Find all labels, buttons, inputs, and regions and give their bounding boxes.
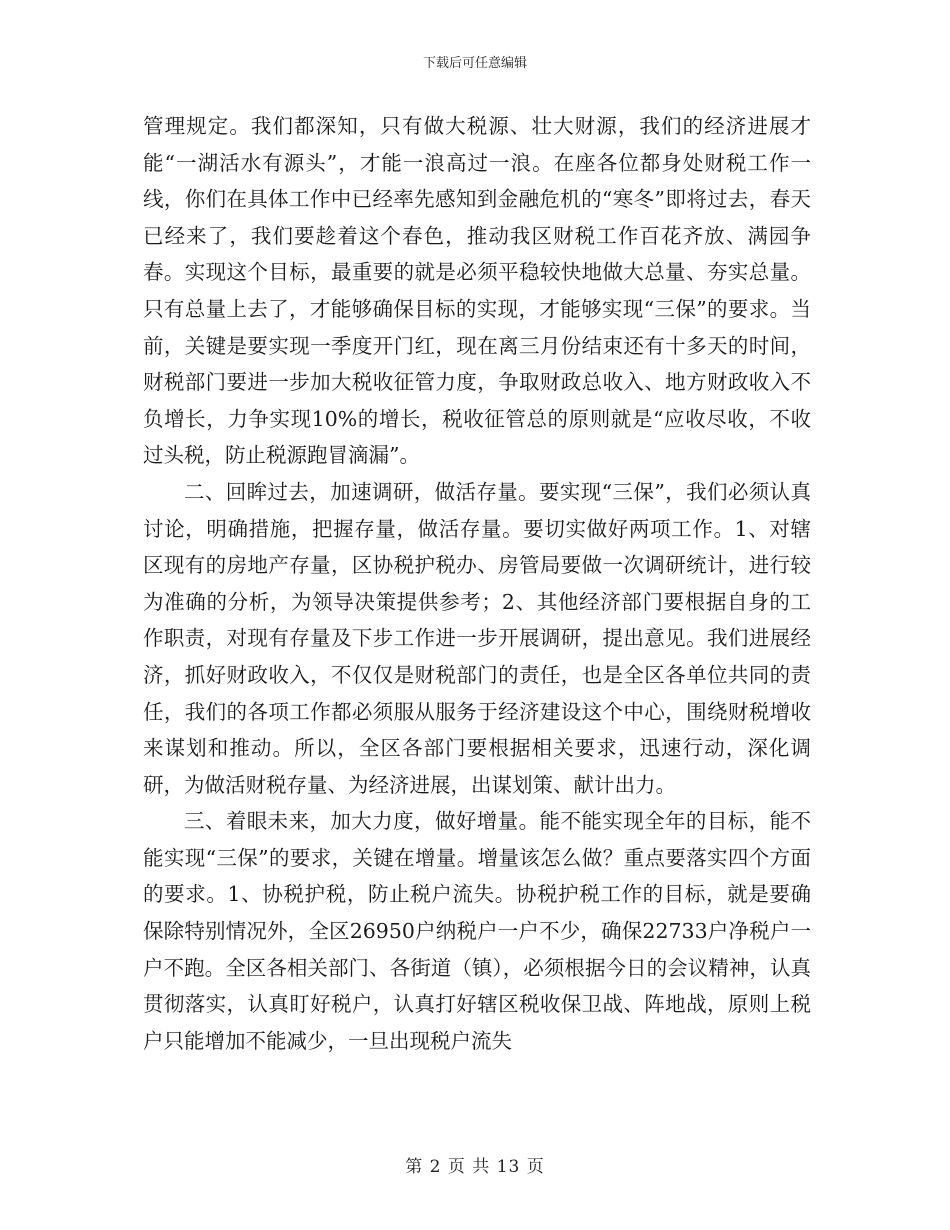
paragraph-3: 三、着眼未来，加大力度，做好增量。能不能实现全年的目标，能不能实现“三保”的要求，关键在增量。增量该怎么做？重点要落实四个方面的要求。1、协税护税，防止税户流失。协税护税工作的目标，就是要确保除特别情况外，全区26950户纳税户一户不少，确保22733户净税户一户不跑。全区各相关部门、各街道（镇），必须根据今日的会议精神，认真贯彻落实，认真盯好税户，认真打好辖区税收保卫战、阵地战，原则上税户只能增加不能减少，一旦出现税户流失	[143, 809, 811, 1053]
paragraph-2: 二、回眸过去，加速调研，做活存量。要实现“三保”，我们必须认真讨论，明确措施，把握存量，做活存量。要切实做好两项工作。1、对辖区现有的房地产存量，区协税护税办、房管局要做一次调研统计，进行较为准确的分析，为领导决策提供参考；2、其他经济部门要根据自身的工作职责，对现有存量及下步工作进一步开展调研，提出意见。我们进展经济，抓好财政收入，不仅仅是财税部门的责任，也是全区各单位共同的责任，我们的各项工作都必须服从服务于经济建设这个中心，围绕财税增收来谋划和推动。所以，全区各部门要根据相关要求，迅速行动，深化调研，为做活财税存量、为经济进展，出谋划策、献计出力。	[143, 479, 811, 797]
page-header-note: 下载后可任意编辑	[422, 56, 527, 71]
page-number-footer: 第 2 页 共 13 页	[405, 1157, 545, 1177]
document-body	[143, 108, 811, 1059]
paragraph-1: 管理规定。我们都深知，只有做大税源、壮大财源，我们的经济进展才能“一湖活水有源头”，才能一浪高过一浪。在座各位都身处财税工作一线，你们在具体工作中已经率先感知到金融危机的“寒冬”即将过去，春天已经来了，我们要趁着这个春色，推动我区财税工作百花齐放、满园争春。实现这个目标，最重要的就是必须平稳较快地做大总量、夯实总量。只有总量上去了，才能够确保目标的实现，才能够实现“三保”的要求。当前，关键是要实现一季度开门红，现在离三月份结束还有十多天的时间，财税部门要进一步加大税收征管力度，争取财政总收入、地方财政收入不负增长，力争实现10%的增长，税收征管总的原则就是“应收尽收，不收过头税，防止税源跑冒滴漏”。	[143, 114, 811, 468]
